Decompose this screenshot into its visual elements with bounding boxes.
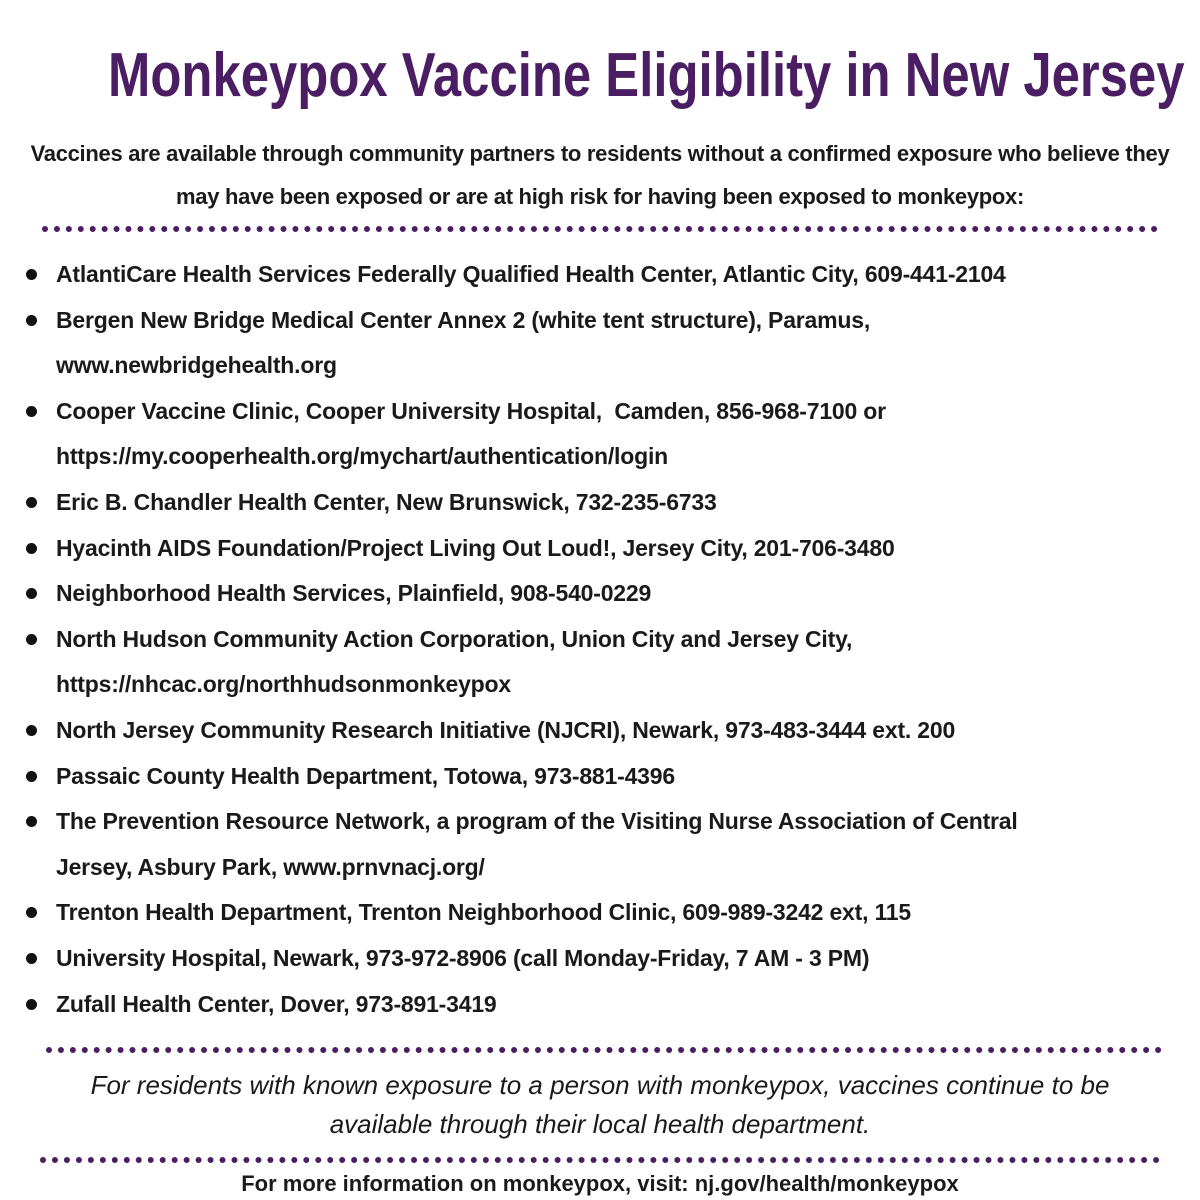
location-list [0, 252, 1200, 1027]
bottom-divider [40, 1157, 1160, 1163]
location-item [0, 982, 1200, 1028]
bullet-icon [26, 634, 37, 645]
bullet-icon [26, 907, 37, 918]
bullet-icon [26, 999, 37, 1010]
location-item [0, 571, 1200, 617]
location-text: Bergen New Bridge Medical Center Annex 2 (white tent structure), Paramus, www.newbridgehealth.org [56, 306, 871, 379]
location-item [0, 480, 1200, 526]
bullet-icon [26, 771, 37, 782]
location-item [0, 526, 1200, 572]
location-item [0, 708, 1200, 754]
location-text: AtlantiCare Health Services Federally Qualified Health Center, Atlantic City, 609-441-2104 [56, 261, 1006, 287]
intro-text: Vaccines are available through community partners to residents without a confirmed exposure who believe they may have been exposed or are at high risk for having been exposed to monkeypox: [30, 141, 1170, 209]
location-text: Hyacinth AIDS Foundation/Project Living Out Loud!, Jersey City, 201-706-3480 [56, 534, 895, 561]
bullet-icon [26, 497, 37, 508]
location-text: Neighborhood Health Services, Plainfield, 908-540-0229 [56, 580, 652, 607]
exposure-note: For residents with known exposure to a person with monkeypox, vaccines continue to be available through their local health department. [90, 1070, 1110, 1139]
bullet-icon [26, 816, 37, 827]
bullet-icon [26, 543, 37, 554]
middle-divider [46, 1047, 1162, 1053]
bullet-icon [26, 269, 37, 280]
location-text: Cooper Vaccine Clinic, Cooper University Hospital, Camden, 856-968-7100 or https://my.cooperhealth.org/mychart/authentication/login [56, 397, 886, 470]
location-item [0, 936, 1200, 982]
location-item [0, 617, 1200, 708]
location-text: North Hudson Community Action Corporation, Union City and Jersey City, https://nhcac.org/northhudsonmonkeypox [56, 625, 853, 698]
location-item [0, 389, 1200, 480]
bullet-icon [26, 315, 37, 326]
location-text: Zufall Health Center, Dover, 973-891-3419 [56, 990, 497, 1017]
bullet-icon [26, 588, 37, 599]
more-info-footer: For more information on monkeypox, visit: nj.gov/health/monkeypox [241, 1171, 959, 1196]
location-text: University Hospital, Newark, 973-972-8906 (call Monday-Friday, 7 AM - 3 PM) [56, 944, 870, 971]
bullet-icon [26, 725, 37, 736]
location-item [0, 890, 1200, 936]
bullet-icon [26, 953, 37, 964]
location-item [0, 799, 1200, 890]
top-divider [42, 226, 1158, 232]
location-text: North Jersey Community Research Initiative (NJCRI), Newark, 973-483-3444 ext. 200 [56, 716, 956, 743]
bullet-icon [26, 406, 37, 417]
location-text: Passaic County Health Department, Totowa, 973-881-4396 [56, 762, 675, 789]
page-title: Monkeypox Vaccine Eligibility in New Jersey [108, 41, 1185, 110]
location-text: Eric B. Chandler Health Center, New Brunswick, 732-235-6733 [56, 488, 717, 515]
location-item [0, 252, 1200, 298]
location-item [0, 298, 1200, 389]
location-text: The Prevention Resource Network, a program of the Visiting Nurse Association of Central Jersey, Asbury Park, www.prnvnacj.org/ [56, 808, 1018, 880]
location-text: Trenton Health Department, Trenton Neighborhood Clinic, 609-989-3242 ext, 115 [56, 899, 911, 926]
location-item [0, 754, 1200, 800]
